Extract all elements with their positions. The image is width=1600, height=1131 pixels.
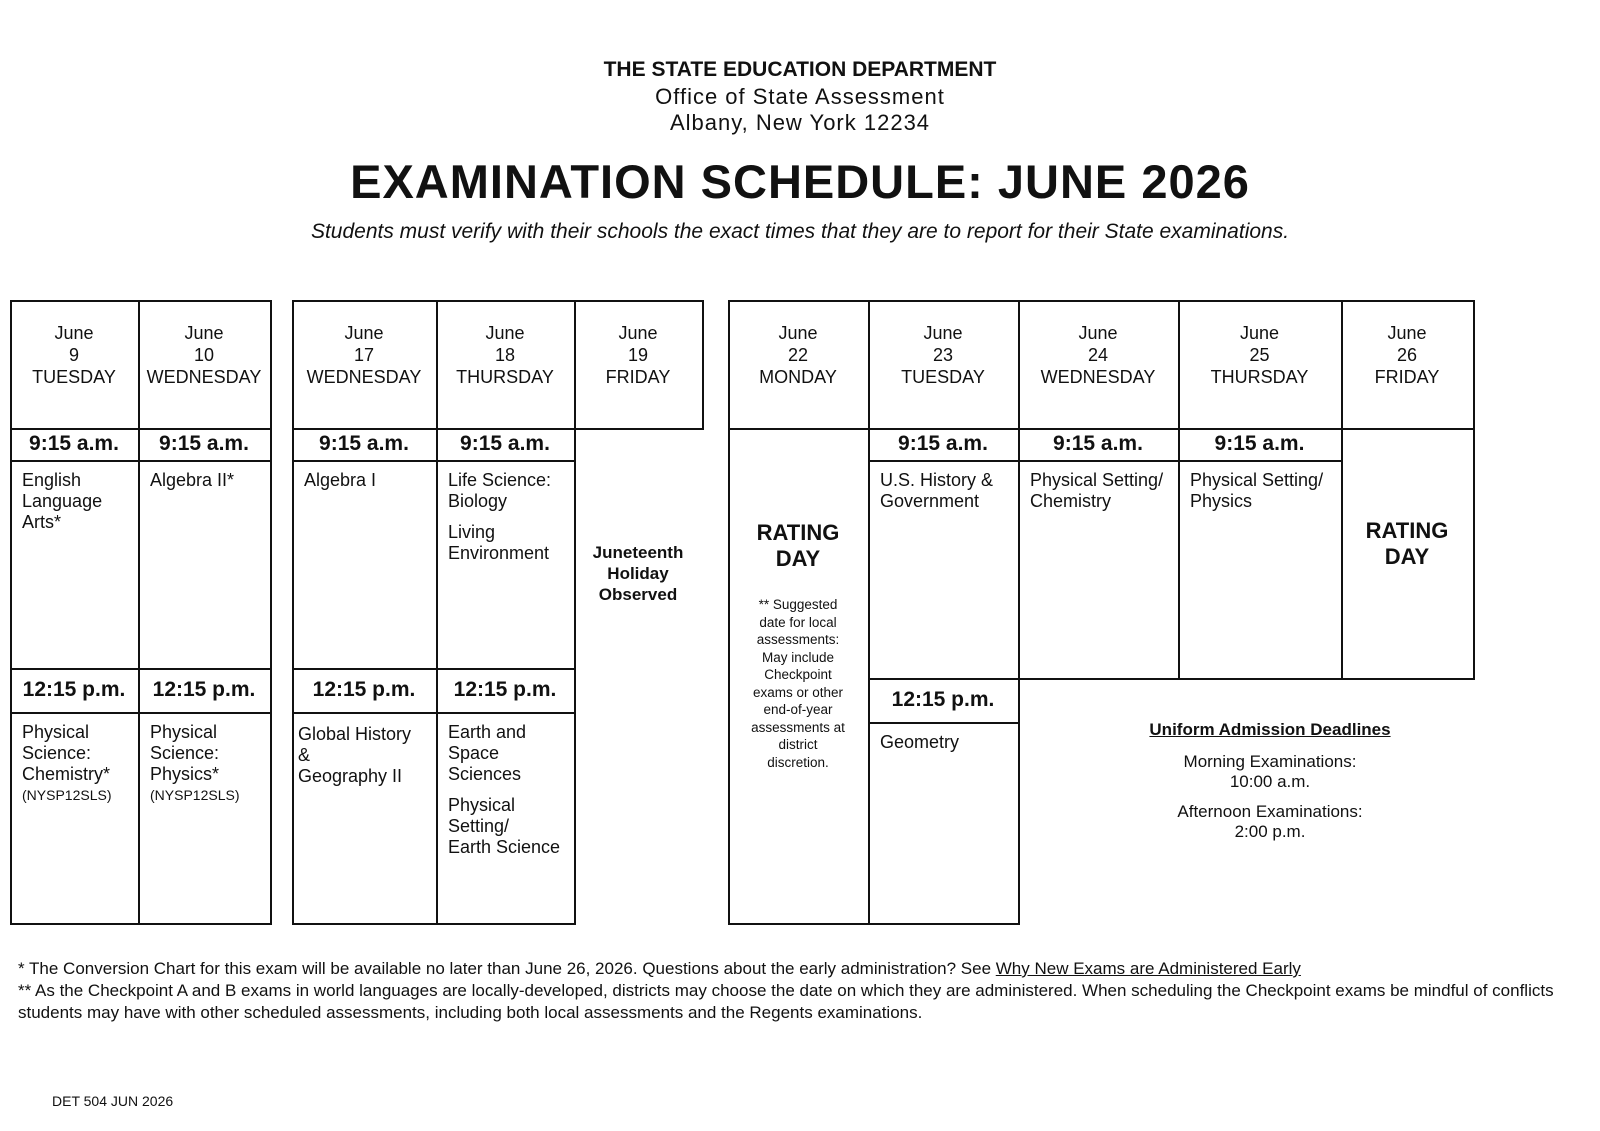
morning-exam-june-17: Algebra I	[304, 470, 377, 490]
afternoon-time-june-18: 12:15 p.m.	[453, 678, 557, 701]
morning-exam-june-24: Physical Setting/ Chemistry	[1030, 470, 1164, 511]
afternoon-deadline-label: Afternoon Examinations:	[1177, 802, 1363, 821]
afternoon-exam-june-18: Earth and Space Sciences Physical Setting/ Earth Science	[448, 722, 561, 857]
day-header-june-26: June 26 FRIDAY	[1374, 323, 1440, 387]
afternoon-exam-june-23: Geometry	[880, 732, 960, 752]
afternoon-exam-june-9: Physical Science: Chemistry* (NYSP12SLS)	[22, 722, 112, 803]
footnotes	[18, 958, 1588, 1024]
rating-day-june-22: RATING DAY ** Suggested date for local assessments: May include Checkpoint exams or other end-of-year assessments at district discretion.	[728, 428, 868, 923]
day-header-june-22: June 22 MONDAY	[759, 323, 837, 387]
schedule-week-1	[10, 300, 272, 925]
morning-time-june-9: 9:15 a.m.	[29, 432, 119, 455]
day-header-june-23: June 23 TUESDAY	[901, 323, 985, 387]
page-subtitle: Students must verify with their schools the exact times that they are to report for their State examinations.	[310, 220, 1290, 243]
day-header-june-25: June 25 THURSDAY	[1210, 323, 1309, 387]
uniform-admission-deadlines	[1030, 720, 1510, 852]
rating-day-june-26: RATING DAY	[1365, 518, 1449, 569]
morning-time-june-18: 9:15 a.m.	[460, 432, 550, 455]
afternoon-deadline-time: 2:00 p.m.	[1234, 822, 1306, 841]
day-header-june-10: June 10 WEDNESDAY	[146, 323, 262, 387]
day-header-june-24: June 24 WEDNESDAY	[1040, 323, 1156, 387]
form-code: DET 504 JUN 2026	[52, 1093, 174, 1109]
afternoon-time-june-10: 12:15 p.m.	[152, 678, 256, 701]
footnote-1: * The Conversion Chart for this exam will be available no later than June 26, 2026. Questions about the early administration? See Why New Exams are Administered Early	[18, 959, 1301, 978]
morning-time-june-10: 9:15 a.m.	[159, 432, 249, 455]
schedule-week-2	[292, 300, 706, 925]
morning-exam-june-9: English Language Arts*	[22, 470, 103, 532]
day-header-june-18: June 18 THURSDAY	[456, 323, 554, 387]
morning-exam-june-23: U.S. History & Government	[880, 470, 994, 511]
morning-exam-june-25: Physical Setting/ Physics	[1190, 470, 1324, 511]
day-header-june-19: June 19 FRIDAY	[605, 323, 671, 387]
afternoon-exam-june-17: Global History & Geography II	[298, 724, 412, 786]
afternoon-exam-june-10: Physical Science: Physics* (NYSP12SLS)	[150, 722, 240, 803]
morning-time-june-17: 9:15 a.m.	[319, 432, 409, 455]
morning-time-june-25: 9:15 a.m.	[1214, 432, 1305, 455]
early-administration-link[interactable]: Why New Exams are Administered Early	[995, 959, 1301, 978]
page-title: EXAMINATION SCHEDULE: JUNE 2026	[350, 155, 1250, 208]
day-header-june-17: June 17 WEDNESDAY	[306, 323, 422, 387]
morning-deadline-time: 10:00 a.m.	[1229, 772, 1311, 791]
morning-deadline-label: Morning Examinations:	[1183, 752, 1357, 771]
deadlines-title: Uniform Admission Deadlines	[1149, 720, 1391, 739]
org-name: THE STATE EDUCATION DEPARTMENT	[603, 58, 997, 81]
afternoon-time-june-23: 12:15 p.m.	[891, 688, 995, 711]
afternoon-time-june-17: 12:15 p.m.	[312, 678, 416, 701]
morning-exam-june-10: Algebra II*	[150, 470, 235, 490]
morning-exam-june-18: Life Science: Biology Living Environment	[448, 470, 552, 563]
office-address: Albany, New York 12234	[669, 110, 931, 135]
office-name: Office of State Assessment	[655, 84, 945, 109]
day-header-june-9: June 9 TUESDAY	[32, 323, 116, 387]
juneteenth-holiday: Juneteenth Holiday Observed	[592, 542, 684, 604]
morning-time-june-24: 9:15 a.m.	[1053, 432, 1143, 455]
footnote-2: ** As the Checkpoint A and B exams in world languages are locally-developed, districts may choose the date on which they are administered. When scheduling the Checkpoint exams be mindful of conflicts students may have with other scheduled assessments, including both local assessments and the Regents examinations.	[18, 981, 1554, 1022]
morning-time-june-23: 9:15 a.m.	[898, 432, 988, 455]
rating-day-note: ** Suggested date for local assessments: May include Checkpoint exams or other end-of-year assessments at district discretion.	[751, 597, 845, 770]
afternoon-time-june-9: 12:15 p.m.	[22, 678, 126, 701]
